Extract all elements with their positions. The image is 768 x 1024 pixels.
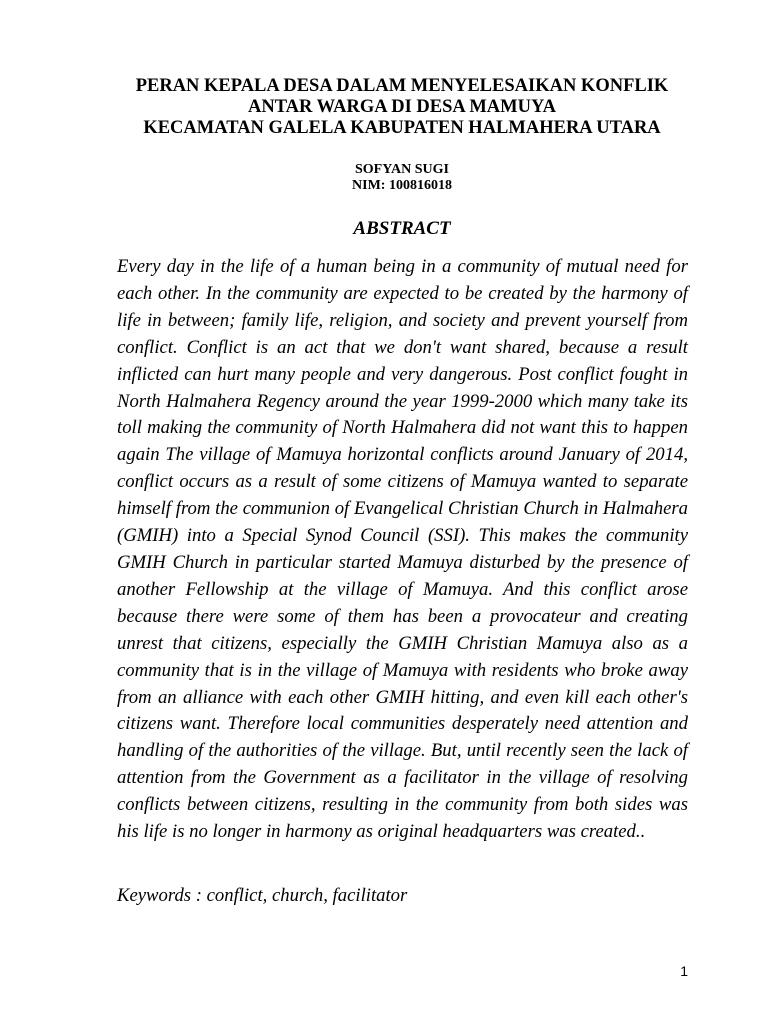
abstract-body: Every day in the life of a human being in a community of mutual need for each other. In the community are expected to be created by the harmony of life in between; family life, religion, and society and prevent yourself from conflict. Conflict is an act that we don't want shared, because a result inflicted can hurt many people and very dangerous. Post conflict fought in North Halmahera Regency around the year 1999-2000 which many take its toll making the community of North Halmahera did not want this to happen again The village of Mamuya horizontal conflicts around January of 2014, conflict occurs as a result of some citizens of Mamuya wanted to separate himself from the communion of Evangelical Christian Church in Halmahera (GMIH) into a Special Synod Council (SSI). This makes the community GMIH Church in particular started Mamuya disturbed by the presence of another Fellowship at the village of Mamuya. And this conflict arose because there were some of them has been a provocateur and creating unrest that citizens, especially the GMIH Christian Mamuya also as a community that is in the village of Mamuya with residents who broke away from an alliance with each other GMIH hitting, and even kill each other's citizens want. Therefore local communities desperately need attention and handling of the authorities of the village. But, until recently seen the lack of attention from the Government as a facilitator in the village of resolving conflicts between citizens, resulting in the community from both sides was his life is no longer in harmony as original headquarters was created.. [117,256,688,843]
keywords: Keywords : conflict, church, facilitator [117,885,408,906]
author-name: SOFYAN SUGI [354,162,449,177]
author-nim: NIM: 100816018 [352,178,452,193]
abstract-heading: ABSTRACT [353,218,451,239]
title-line-3: KECAMATAN GALELA KABUPATEN HALMAHERA UTARA [143,118,661,138]
paper-title [100,76,704,139]
author-info [100,162,704,194]
page-number: 1 [680,963,688,979]
title-line-1: PERAN KEPALA DESA DALAM MENYELESAIKAN KONFLIK [135,76,669,96]
title-line-2: ANTAR WARGA DI DESA MAMUYA [247,97,557,117]
